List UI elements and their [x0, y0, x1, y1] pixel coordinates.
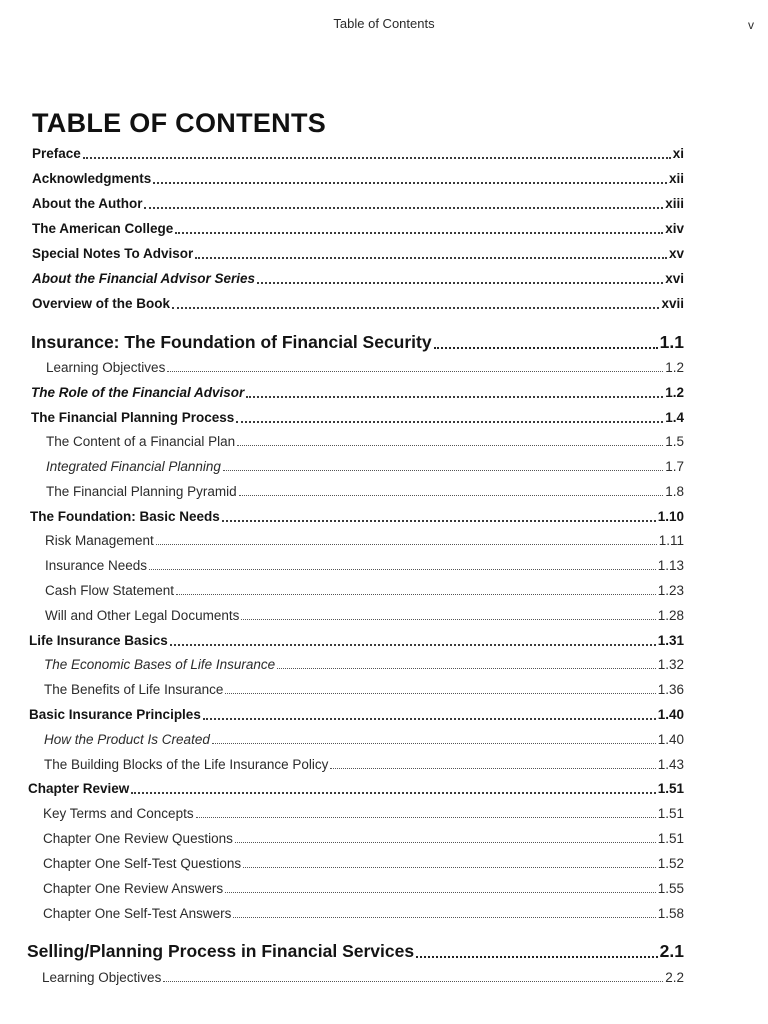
toc-entry-advisor-series[interactable] — [32, 271, 684, 286]
toc-entry-planning-pyramid[interactable] — [46, 484, 684, 499]
dot-leader — [246, 396, 663, 398]
toc-entry-page: 1.51 — [657, 806, 684, 821]
dot-leader — [222, 520, 656, 522]
toc-entry-label: Chapter One Self-Test Questions — [43, 856, 242, 871]
toc-entry-label: The Foundation: Basic Needs — [30, 509, 220, 524]
toc-entry-label: Overview of the Book — [32, 296, 171, 311]
toc-entry-acknowledgments[interactable] — [32, 171, 684, 186]
toc-entry-special-notes[interactable] — [32, 246, 684, 261]
page-title: TABLE OF CONTENTS — [32, 108, 327, 138]
toc-entry-page: 1.5 — [665, 434, 684, 449]
toc-entry-basic-principles[interactable] — [29, 707, 684, 722]
toc-entry-label: The Content of a Financial Plan — [46, 434, 236, 449]
toc-entry-life-insurance-basics[interactable] — [29, 633, 684, 648]
dot-leader — [149, 569, 656, 570]
toc-entry-page: 1.13 — [657, 558, 684, 573]
toc-entry-page: 1.31 — [657, 633, 684, 648]
dot-leader — [241, 619, 655, 620]
toc-entry-label: Insurance Needs — [45, 558, 148, 573]
dot-leader — [163, 981, 663, 982]
toc-entry-page: xiii — [665, 196, 684, 211]
toc-entry-building-blocks[interactable] — [44, 757, 684, 772]
toc-entry-label: The Financial Planning Pyramid — [46, 484, 237, 499]
toc-entry-label: About the Author — [32, 196, 143, 211]
toc-entry-label: Learning Objectives — [42, 970, 162, 985]
dot-leader — [212, 743, 656, 744]
toc-entry-page: xvii — [661, 296, 684, 311]
toc-entry-label: Insurance: The Foundation of Financial Security — [31, 332, 432, 352]
toc-entry-label: Chapter One Self-Test Answers — [43, 906, 232, 921]
toc-entry-self-test-answers[interactable] — [43, 906, 684, 921]
dot-leader — [243, 867, 656, 868]
toc-entry-label: Selling/Planning Process in Financial Services — [27, 941, 415, 961]
toc-entry-label: Chapter One Review Answers — [43, 881, 224, 896]
dot-leader — [277, 668, 656, 669]
toc-entry-integrated-planning[interactable] — [46, 459, 684, 474]
toc-entry-page: xv — [668, 246, 684, 261]
dot-leader — [233, 917, 655, 918]
dot-leader — [257, 282, 663, 284]
toc-entry-page: 1.43 — [657, 757, 684, 772]
toc-entry-self-test-questions[interactable] — [43, 856, 684, 871]
toc-entry-learning-objectives[interactable] — [46, 360, 684, 375]
toc-entry-label: Life Insurance Basics — [29, 633, 168, 648]
toc-entry-page: xiv — [665, 221, 684, 236]
toc-entry-page: 1.8 — [665, 484, 684, 499]
toc-entry-page: 1.11 — [658, 533, 684, 548]
toc-entry-label: Learning Objectives — [46, 360, 166, 375]
toc-entry-page: 1.40 — [657, 732, 684, 747]
toc-entry-chapter-review[interactable] — [28, 781, 684, 796]
dot-leader — [225, 892, 656, 893]
dot-leader — [153, 182, 667, 184]
dot-leader — [144, 207, 663, 209]
dot-leader — [196, 817, 656, 818]
toc-entry-label: The Building Blocks of the Life Insurance Policy — [44, 757, 329, 772]
toc-entry-overview[interactable] — [32, 296, 684, 311]
toc-entry-label: The Economic Bases of Life Insurance — [44, 657, 276, 672]
toc-entry-label: The American College — [32, 221, 174, 236]
toc-entry-page: xvi — [665, 271, 684, 286]
toc-entry-page: 1.7 — [665, 459, 684, 474]
running-head: Table of Contents — [333, 16, 435, 31]
dot-leader — [175, 232, 663, 234]
dot-leader — [434, 347, 658, 349]
toc-chapter-2[interactable] — [27, 941, 684, 962]
toc-entry-page: 1.10 — [657, 509, 684, 524]
toc-entry-label: Preface — [32, 146, 81, 161]
toc-entry-page: 1.51 — [657, 831, 684, 846]
toc-entry-basic-needs[interactable] — [30, 509, 684, 524]
toc-entry-planning-process[interactable] — [31, 410, 684, 425]
toc-entry-label: The Benefits of Life Insurance — [44, 682, 224, 697]
toc-entry-page: 1.36 — [657, 682, 684, 697]
toc-entry-label: The Role of the Financial Advisor — [31, 385, 245, 400]
toc-entry-label: The Financial Planning Process — [31, 410, 235, 425]
toc-entry-content-plan[interactable] — [46, 434, 684, 449]
toc-chapter-1[interactable] — [31, 332, 684, 353]
toc-entry-page: 1.4 — [665, 410, 684, 425]
dot-leader — [156, 544, 657, 545]
toc-entry-label: Will and Other Legal Documents — [45, 608, 240, 623]
dot-leader — [416, 956, 658, 958]
dot-leader — [236, 421, 663, 423]
dot-leader — [172, 307, 659, 309]
toc-entry-cash-flow[interactable] — [45, 583, 684, 598]
dot-leader — [239, 495, 664, 496]
toc-entry-legal-documents[interactable] — [45, 608, 684, 623]
toc-entry-label: Chapter One Review Questions — [43, 831, 233, 846]
toc-entry-product-created[interactable] — [44, 732, 684, 747]
toc-entry-page: 1.2 — [665, 385, 684, 400]
toc-entry-label: Acknowledgments — [32, 171, 152, 186]
toc-entry-economic-bases[interactable] — [44, 657, 684, 672]
dot-leader — [170, 644, 656, 646]
toc-entry-page: 2.1 — [659, 941, 684, 961]
dot-leader — [203, 718, 656, 720]
toc-entry-page: xi — [672, 146, 684, 161]
dot-leader — [195, 257, 667, 259]
toc-entry-key-terms[interactable] — [43, 806, 684, 821]
toc-entry-page: 1.52 — [657, 856, 684, 871]
toc-entry-page: 1.1 — [659, 332, 684, 352]
toc-entry-page: 1.55 — [657, 881, 684, 896]
dot-leader — [235, 842, 656, 843]
dot-leader — [330, 768, 655, 769]
toc-entry-page: 1.28 — [657, 608, 684, 623]
toc-entry-page: 1.32 — [657, 657, 684, 672]
toc-entry-label: How the Product Is Created — [44, 732, 210, 747]
toc-entry-label: Risk Management — [45, 533, 154, 548]
toc-entry-preface[interactable] — [32, 146, 684, 161]
toc-entry-benefits[interactable] — [44, 682, 684, 697]
toc-entry-page: 1.40 — [657, 707, 684, 722]
toc-entry-page: 1.58 — [657, 906, 684, 921]
toc-entry-page: 1.2 — [665, 360, 684, 375]
toc-entry-role-advisor[interactable] — [31, 385, 684, 400]
toc-entry-review-questions[interactable] — [43, 831, 684, 846]
toc-entry-label: Special Notes To Advisor — [32, 246, 194, 261]
dot-leader — [176, 594, 656, 595]
toc-entry-label: Cash Flow Statement — [45, 583, 175, 598]
toc-entry-learning-objectives-2[interactable] — [42, 970, 684, 985]
toc-entry-label: Integrated Financial Planning — [46, 459, 221, 474]
toc-entry-american-college[interactable] — [32, 221, 684, 236]
page-number: v — [748, 18, 754, 32]
toc-entry-page: 1.23 — [657, 583, 684, 598]
toc-entry-label: Basic Insurance Principles — [29, 707, 201, 722]
toc-entry-label: About the Financial Advisor Series — [32, 271, 256, 286]
toc-entry-page: xii — [668, 171, 684, 186]
dot-leader — [167, 371, 663, 372]
toc-entry-insurance-needs[interactable] — [45, 558, 684, 573]
toc-entry-review-answers[interactable] — [43, 881, 684, 896]
toc-entry-page: 1.51 — [657, 781, 684, 796]
toc-entry-risk-management[interactable] — [45, 533, 684, 548]
dot-leader — [225, 693, 655, 694]
toc-entry-label: Key Terms and Concepts — [43, 806, 194, 821]
toc-entry-label: Chapter Review — [28, 781, 130, 796]
dot-leader — [83, 157, 671, 159]
dot-leader — [237, 445, 663, 446]
dot-leader — [223, 470, 663, 471]
toc-entry-about-author[interactable] — [32, 196, 684, 211]
dot-leader — [131, 792, 655, 794]
toc-entry-page: 2.2 — [665, 970, 684, 985]
